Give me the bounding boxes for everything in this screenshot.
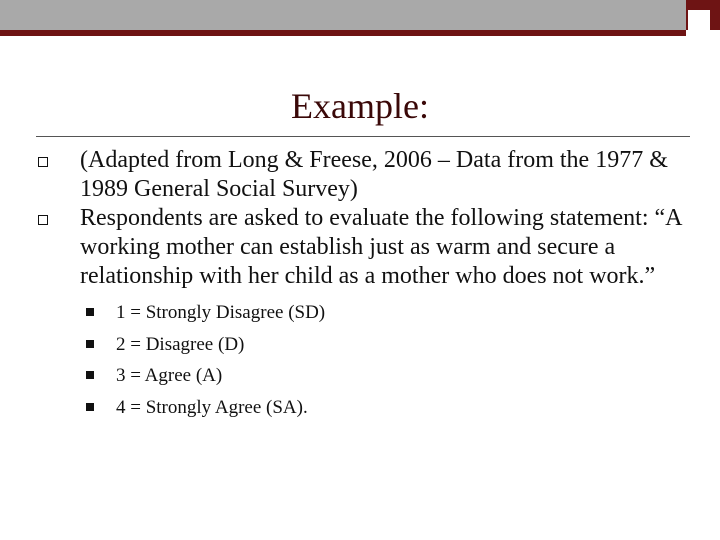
- hollow-square-bullet-icon: [38, 157, 48, 167]
- slide-body: [36, 146, 696, 423]
- hollow-square-bullet-icon: [38, 215, 48, 225]
- scale-item-strongly-disagree: [86, 297, 696, 329]
- scale-item-text: 1 = Strongly Disagree (SD): [116, 302, 326, 323]
- bullet-item-source: [36, 146, 696, 204]
- top-grey-band: [0, 0, 686, 30]
- top-maroon-stripe: [0, 30, 686, 36]
- top-decorative-bar: [0, 0, 720, 36]
- scale-item-disagree: [86, 329, 696, 361]
- filled-square-bullet-icon: [86, 403, 94, 411]
- scale-item-text: 3 = Agree (A): [116, 365, 223, 386]
- bullet-text-statement: Respondents are asked to evaluate the following statement: “A working mother can establish just as warm and secure a relationship with her child as a mother who does not work.”: [80, 205, 682, 289]
- top-corner-notch: [688, 10, 710, 30]
- title-divider: [36, 136, 690, 137]
- filled-square-bullet-icon: [86, 371, 94, 379]
- bullet-text-source: (Adapted from Long & Freese, 2006 – Data from the 1977 & 1989 General Social Survey): [80, 147, 668, 202]
- scale-item-agree: [86, 360, 696, 392]
- scale-item-strongly-agree: [86, 392, 696, 424]
- response-scale-list: [36, 297, 696, 423]
- slide-title: Example:: [291, 86, 429, 126]
- scale-item-text: 4 = Strongly Agree (SA).: [116, 396, 308, 418]
- filled-square-bullet-icon: [86, 308, 94, 316]
- bullet-item-statement: [36, 204, 696, 291]
- scale-item-text: 2 = Disagree (D): [116, 333, 245, 355]
- filled-square-bullet-icon: [86, 340, 94, 348]
